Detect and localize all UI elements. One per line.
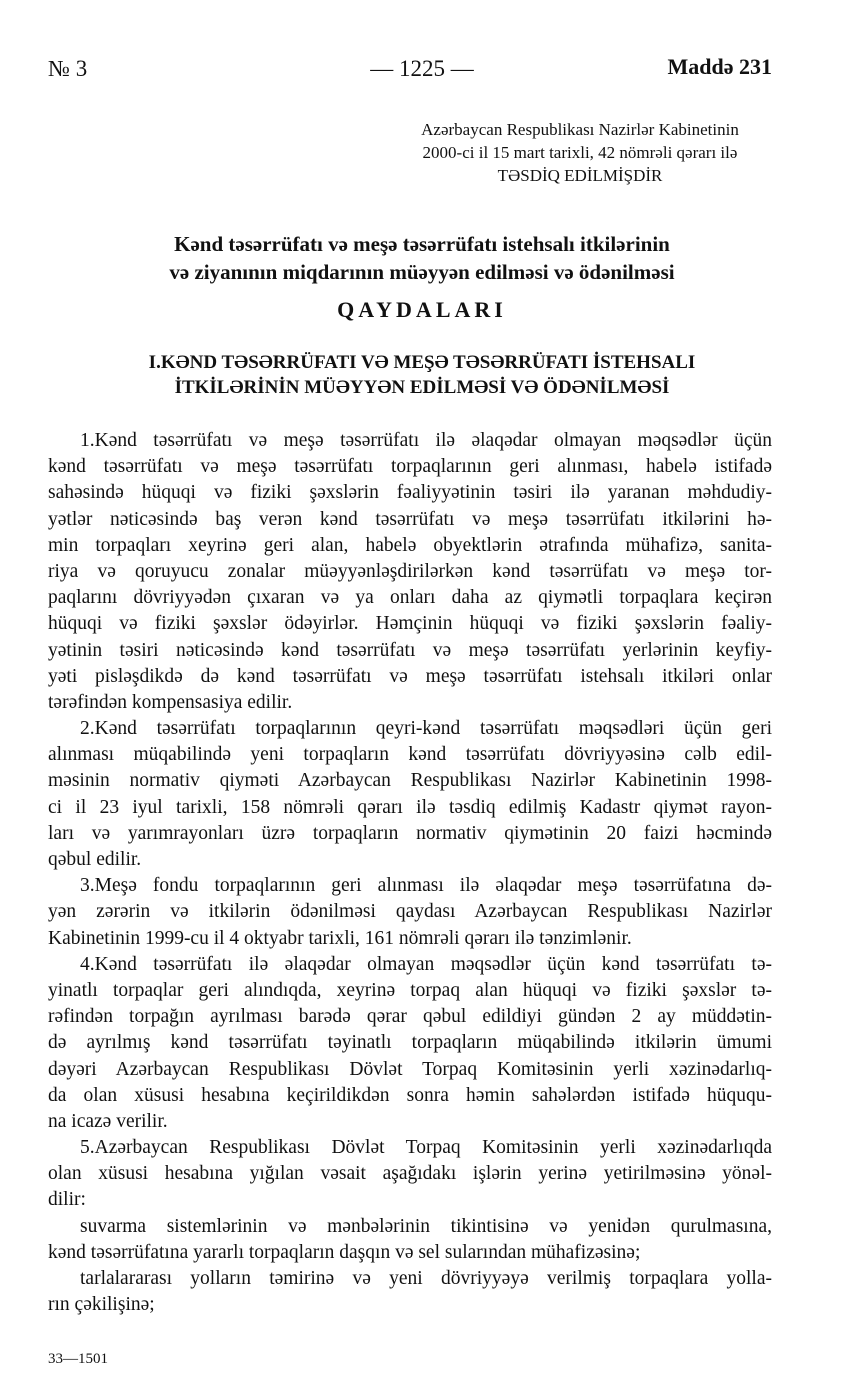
body-line: dəyəri Azərbaycan Respublikası Dövlət Torpaq Komitəsinin yerli xəzinədarlıq- xyxy=(48,1058,772,1080)
body-line: 3.Meşə fondu torpaqlarının geri alınması ilə əlaqədar meşə təsərrüfatına də- xyxy=(80,875,772,897)
body-line: yətlər nəticəsində baş verən kənd təsərrüfatı və meşə təsərrüfatı itkilərini hə- xyxy=(48,508,772,530)
body-line: yən zərərin və itkilərin ödənilməsi qaydası Azərbaycan Respublikası Nazirlər xyxy=(48,901,772,923)
body-line: 1.Kənd təsərrüfatı və meşə təsərrüfatı ilə əlaqədar olmayan məqsədlər üçün xyxy=(80,430,772,451)
body-line: yəti pisləşdikdə də kənd təsərrüfatı və meşə təsərrüfatı istehsalı itkiləri onlar xyxy=(48,665,772,687)
approval-line: TƏSDİQ EDİLMİŞDİR xyxy=(497,166,663,185)
body-line: məsinin normativ qiyməti Azərbaycan Respublikası Nazirlər Kabinetinin 1998- xyxy=(48,770,772,792)
title-line: Kənd təsərrüfatı və meşə təsərrüfatı istehsalı itkilərinin xyxy=(174,232,670,256)
body-line: 5.Azərbaycan Respublikası Dövlət Torpaq Komitəsinin yerli xəzinədarlıqda xyxy=(80,1137,772,1159)
body-line: tərəfindən kompensasiya edilir. xyxy=(48,691,293,713)
body-line: rın çəkilişinə; xyxy=(48,1294,155,1316)
approval-line: 2000-ci il 15 mart tarixli, 42 nömrəli qərarı ilə xyxy=(422,143,738,162)
body-line: alınması müqabilində yeni torpaqların kənd təsərrüfatı dövriyyəsinə cəlb edil- xyxy=(48,744,772,766)
body-line: kənd təsərrüfatına yararlı torpaqların daşqın və sel sularından mühafizəsinə; xyxy=(48,1241,641,1263)
issue-number: № 3 xyxy=(48,56,88,81)
body-line: min torpaqları xeyrinə geri alan, habelə obyektlərin ətrafında mühafizə, sanita- xyxy=(48,534,772,556)
page-number: — 1225 — xyxy=(370,56,474,81)
body-line: olan xüsusi hesabına yığılan vəsait aşağıdakı işlərin yerinə yetirilməsinə yönəl- xyxy=(48,1163,772,1185)
document-title xyxy=(0,230,844,286)
body-line: ları və yarımrayonları üzrə torpaqların normativ qiymətinin 20 faizi həcmində xyxy=(48,822,772,844)
body-line: yinatlı torpaqlar geri alındıqda, xeyrinə torpaq alan hüquqi və fiziki şəxslər tə- xyxy=(48,979,772,1001)
body-line: də ayrılmış kənd təsərrüfatı təyinatlı torpaqların müqabilində itkilərin ümumi xyxy=(48,1032,772,1054)
title-line: və ziyanının miqdarının müəyyən edilməsi və ödənilməsi xyxy=(169,260,675,284)
body-line: rəfindən torpağın ayrılması barədə qərar qəbul edildiyi gündən 2 ay müddətin- xyxy=(48,1006,772,1028)
body-text xyxy=(48,428,772,1318)
section-heading-line: İTKİLƏRİNİN MÜƏYYƏN EDİLMƏSİ VƏ ÖDƏNİLMƏSİ xyxy=(174,377,670,398)
body-line: Kabinetinin 1999-cu il 4 oktyabr tarixli, 161 nömrəli qərarı ilə tənzimlənir. xyxy=(48,927,632,949)
body-line: dilir: xyxy=(48,1189,86,1211)
body-line: tarlalararası yolların təmirinə və yeni dövriyyəyə verilmiş torpaqlara yolla- xyxy=(80,1268,772,1289)
body-line: hüquqi və fiziki şəxslər ödəyirlər. Həmçinin hüquqi və fiziki şəxslərin fəaliy- xyxy=(48,613,772,635)
body-line: 4.Kənd təsərrüfatı ilə əlaqədar olmayan məqsədlər üçün kənd təsərrüfatı tə- xyxy=(80,953,772,975)
approval-stamp xyxy=(380,118,780,187)
body-line: sahəsində hüquqi və fiziki şəxslərin fəaliyyətinin təsiri ilə yaranan məhdudiy- xyxy=(48,482,772,504)
body-line: paqlarını dövriyyədən çıxaran və ya onları daha az qiymətli torpaqlara keçirən xyxy=(48,587,772,609)
body-line: 2.Kənd təsərrüfatı torpaqlarının qeyri-kənd təsərrüfatı məqsədləri üçün geri xyxy=(80,718,772,740)
approval-line: Azərbaycan Respublikası Nazirlər Kabinetinin xyxy=(421,120,739,139)
body-line: ci il 23 iyul tarixli, 158 nömrəli qərarı ilə təsdiq edilmiş Kadastr qiymət rayon- xyxy=(48,796,772,818)
section-heading xyxy=(0,350,844,400)
body-line: kənd təsərrüfatı və meşə təsərrüfatı torpaqlarının geri alınması, habelə istifadə xyxy=(48,456,772,478)
rules-heading: QAYDALARI xyxy=(337,297,507,322)
body-line: na icazə verilir. xyxy=(48,1110,168,1132)
body-line: da olan xüsusi hesabına keçirildikdən sonra həmin sahələrdən istifadə hüququ- xyxy=(48,1084,772,1106)
body-line: riya və qoruyucu zonalar müəyyənləşdirilərkən kənd təsərrüfatı və meşə tor- xyxy=(48,560,772,582)
body-line: qəbul edilir. xyxy=(48,849,142,870)
body-line: suvarma sistemlərinin və mənbələrinin tikintisinə və yenidən qurulmasına, xyxy=(80,1215,772,1237)
body-line: yətinin təsiri nəticəsində kənd təsərrüfatı və meşə təsərrüfatı yerlərinin keyfiy- xyxy=(48,639,772,661)
article-number: Maddə 231 xyxy=(667,54,772,79)
section-heading-line: I.KƏND TƏSƏRRÜFATI VƏ MEŞƏ TƏSƏRRÜFATI İSTEHSALI xyxy=(148,352,696,373)
footer-code: 33—1501 xyxy=(48,1351,108,1367)
